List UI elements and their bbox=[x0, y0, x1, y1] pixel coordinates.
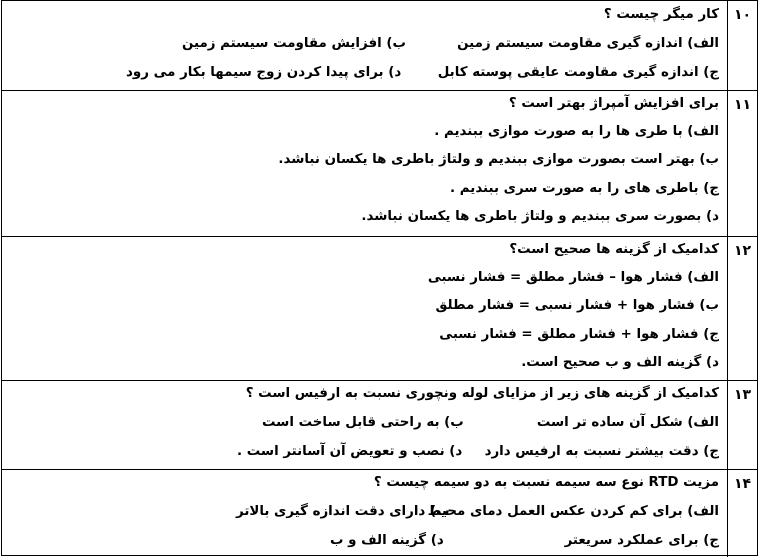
option-b: ب) دارای دقت اندازه گیری بالاتر bbox=[236, 504, 450, 519]
option-a: الف) برای کم کردن عکس العمل دمای محیط bbox=[427, 504, 719, 519]
question-number: ۱۱ bbox=[727, 91, 757, 236]
option-b: ب) بهتر است بصورت موازی ببندیم و ولتاژ باطری ها یکسان نباشد. bbox=[278, 152, 719, 167]
question-content bbox=[2, 470, 727, 557]
question-content bbox=[2, 381, 727, 469]
option-d: د) بصورت سری ببندیم و ولتاژ باطری ها یکسان نباشد. bbox=[361, 209, 719, 224]
question-number: ۱۲ bbox=[727, 237, 757, 380]
option-d: د) نصب و تعویض آن آسانتر است . bbox=[237, 444, 463, 459]
question-content bbox=[2, 91, 727, 236]
question-text: کار میگر چیست ؟ bbox=[603, 7, 719, 22]
option-a: الف) با طری ها را به صورت موازی ببندیم . bbox=[434, 124, 719, 139]
option-d: د) گزینه الف و ب صحیح است. bbox=[521, 355, 719, 370]
question-number: ۱۰ bbox=[727, 1, 757, 90]
option-c: ج) باطری های را به صورت سری ببندیم . bbox=[450, 181, 719, 196]
option-c: ج) دقت بیشتر نسبت به ارفیس دارد bbox=[484, 444, 719, 459]
option-c: ج) فشار هوا + فشار مطلق = فشار نسبی bbox=[439, 327, 719, 342]
question-row-12 bbox=[2, 237, 757, 381]
question-row-13 bbox=[2, 381, 757, 470]
option-d: د) گزینه الف و ب bbox=[330, 533, 444, 548]
option-c: ج) برای عملکرد سریعتر bbox=[564, 533, 719, 548]
question-text: مزیت RTD نوع سه سیمه نسبت به دو سیمه چیست ؟ bbox=[373, 475, 719, 490]
option-b: ب) فشار هوا + فشار نسبی = فشار مطلق bbox=[435, 298, 719, 313]
option-b: ب) به راحتی قابل ساخت است bbox=[262, 415, 464, 430]
option-d: د) برای پیدا کردن زوج سیمها بکار می رود bbox=[126, 65, 402, 80]
question-row-10 bbox=[2, 1, 757, 91]
question-text: کدامیک از گزینه ها صحیح است؟ bbox=[509, 242, 719, 257]
exam-table bbox=[1, 0, 758, 556]
question-text: کدامیک از گزینه های زیر از مزایای لوله ونچوری نسبت به ارفیس است ؟ bbox=[245, 386, 719, 401]
option-a: الف) اندازه گیری مقاومت سیستم زمین bbox=[457, 36, 719, 51]
option-a: الف) شکل آن ساده تر است bbox=[536, 415, 719, 430]
option-a: الف) فشار هوا – فشار مطلق = فشار نسبی bbox=[427, 270, 719, 285]
question-content bbox=[2, 1, 727, 90]
option-b: ب) افزایش مقاومت سیستم زمین bbox=[182, 36, 406, 51]
question-number: ۱۳ bbox=[727, 381, 757, 469]
question-row-14 bbox=[2, 470, 757, 557]
option-c: ج) اندازه گیری مقاومت عایقی پوسته کابل bbox=[437, 65, 719, 80]
question-row-11 bbox=[2, 91, 757, 237]
question-number: ۱۴ bbox=[727, 470, 757, 557]
question-text: برای افزایش آمپراژ بهتر است ؟ bbox=[508, 96, 719, 111]
question-content bbox=[2, 237, 727, 380]
